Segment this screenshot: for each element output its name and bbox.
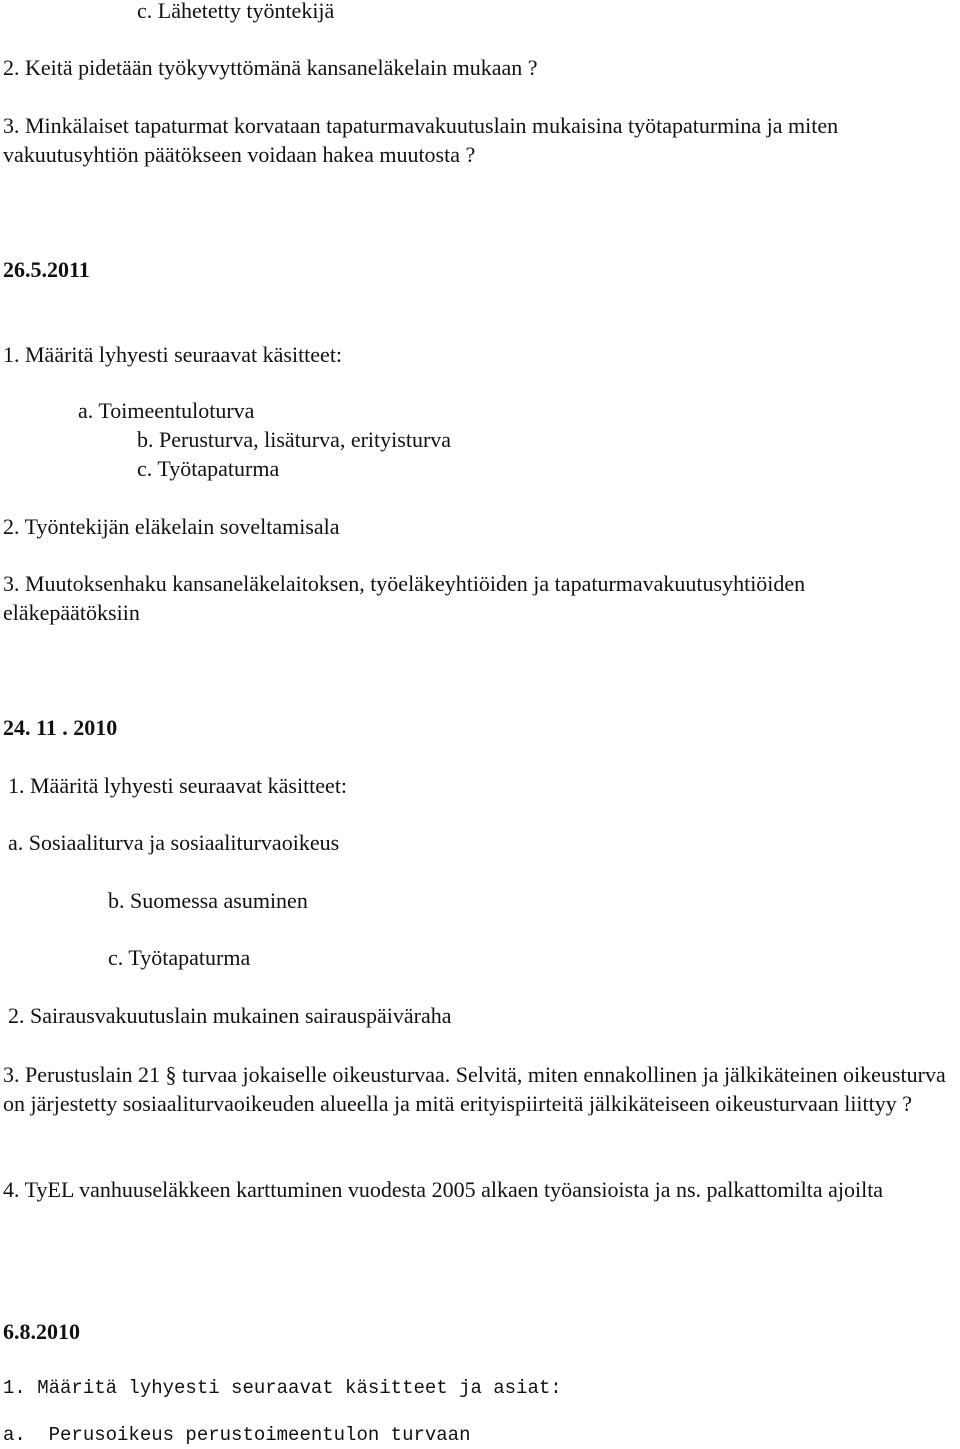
exam-date-heading: 26.5.2011: [3, 257, 90, 282]
list-item: b. Perusturva, lisäturva, erityisturva: [137, 427, 452, 452]
list-item: b. Suomessa asuminen: [108, 888, 308, 913]
question-item-continued: eläkepäätöksiin: [3, 600, 140, 625]
list-item: c. Työtapaturma: [108, 945, 251, 970]
question-item: 1. Määritä lyhyesti seuraavat käsitteet:: [3, 342, 343, 367]
question-item: 2. Työntekijän eläkelain soveltamisala: [3, 514, 340, 539]
question-item: 3. Muutoksenhaku kansaneläkelaitoksen, työeläkeyhtiöiden ja tapaturmavakuutusyhtiöiden: [3, 571, 806, 596]
question-item: 2. Keitä pidetään työkyvyttömänä kansaneläkelain mukaan ?: [3, 55, 538, 80]
question-item: 2. Sairausvakuutuslain mukainen sairauspäiväraha: [8, 1003, 452, 1028]
question-item: 3. Minkälaiset tapaturmat korvataan tapaturmavakuutuslain mukaisina työtapaturmina ja miten: [3, 113, 839, 138]
question-paragraph: 3. Perustuslain 21 § turvaa jokaiselle oikeusturvaa. Selvitä, miten ennakollinen ja jälkikäteinen oikeusturva on järjestetty sosiaaliturvaoikeuden alueella ja mitä erityispiirteitä jälkikäteiseen oikeusturvaan liittyy ?: [3, 1062, 946, 1116]
exam-date-heading: 24. 11 . 2010: [3, 715, 118, 740]
question-item-continued: vakuutusyhtiön päätökseen voidaan hakea muutosta ?: [3, 142, 476, 167]
question-paragraph: 4. TyEL vanhuuseläkkeen karttuminen vuodesta 2005 alkaen työansioista ja ns. palkattomilta ajoilta: [3, 1177, 884, 1202]
list-item: a. Sosiaaliturva ja sosiaaliturvaoikeus: [8, 830, 340, 855]
list-item: c. Työtapaturma: [137, 456, 280, 481]
question-item: 1. Määritä lyhyesti seuraavat käsitteet:: [8, 773, 348, 798]
list-item: c. Lähetetty työntekijä: [137, 0, 335, 23]
list-item: a. Toimeentuloturva: [78, 398, 255, 423]
list-item: a. Perusoikeus perustoimeentulon turvaan: [3, 1424, 471, 1446]
exam-date-heading: 6.8.2010: [3, 1319, 80, 1344]
question-item: 1. Määritä lyhyesti seuraavat käsitteet ja asiat:: [3, 1377, 562, 1399]
